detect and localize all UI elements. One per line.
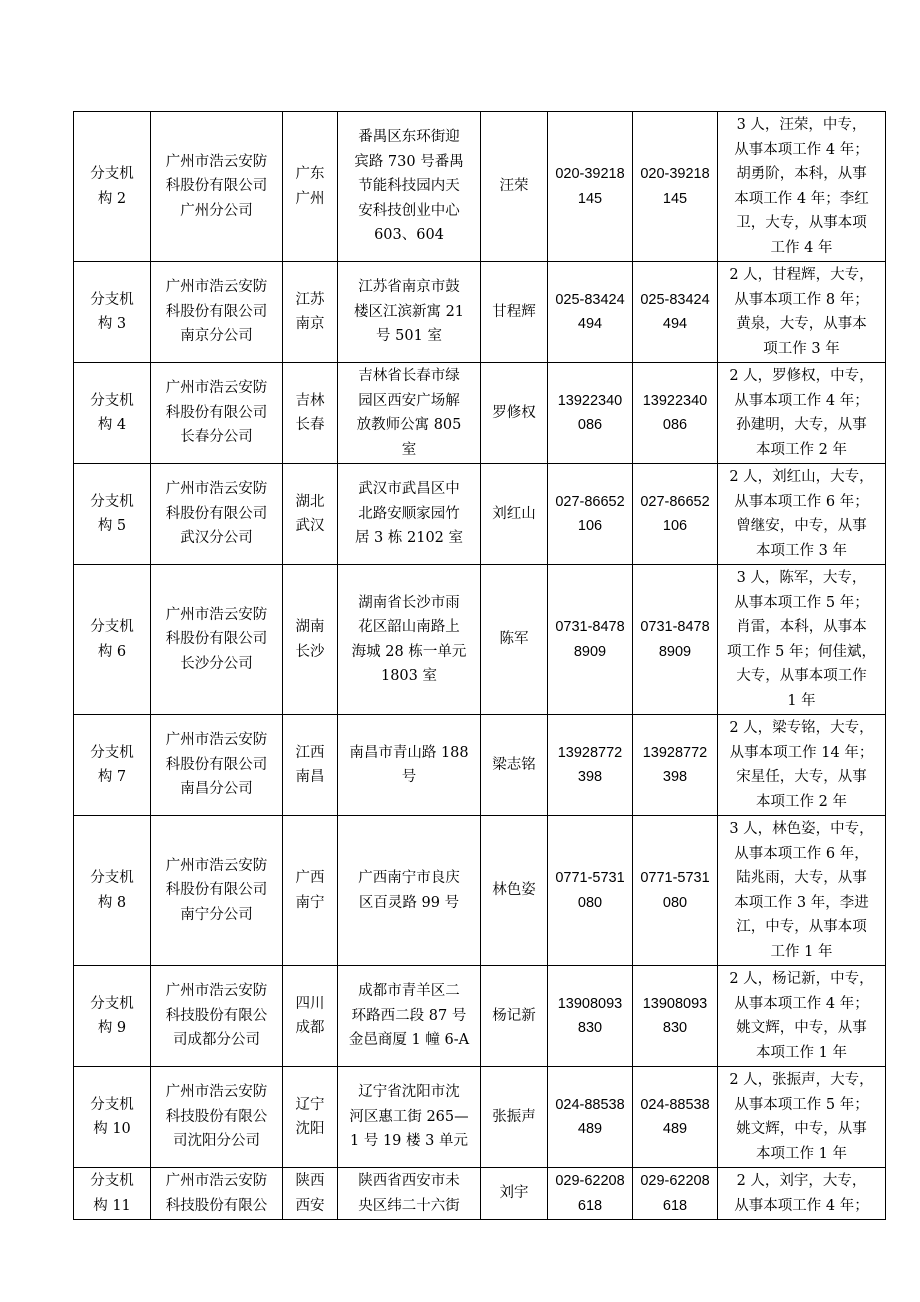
fax-cell: 13908093 830: [633, 966, 718, 1067]
company-name-cell: 广州市浩云安防 科技股份有限公 司沈阳分公司: [151, 1067, 283, 1168]
fax-cell: 020-39218 145: [633, 112, 718, 262]
table-row: [74, 966, 886, 1067]
region-cell: 吉林 长春: [283, 363, 338, 464]
region-cell: 湖南 长沙: [283, 565, 338, 715]
branch-type-cell: 分支机 构 3: [74, 262, 151, 363]
fax-cell: 025-83424 494: [633, 262, 718, 363]
address-cell: 陕西省西安市未 央区纬二十六街: [338, 1168, 481, 1220]
branch-type-cell: 分支机 构 9: [74, 966, 151, 1067]
staff-info-cell: 3 人，陈军，大专， 从事本项工作 5 年； 肖雷，本科，从事本 项工作 5 年；何佳斌， 大专，从事本项工作 1 年: [718, 565, 886, 715]
region-cell: 四川 成都: [283, 966, 338, 1067]
phone-cell: 13928772 398: [548, 715, 633, 816]
company-name-cell: 广州市浩云安防 科股份有限公司 武汉分公司: [151, 464, 283, 565]
table-row: [74, 112, 886, 262]
phone-cell: 020-39218 145: [548, 112, 633, 262]
address-cell: 武汉市武昌区中 北路安顺家园竹 居 3 栋 2102 室: [338, 464, 481, 565]
table-row: [74, 1168, 886, 1220]
fax-cell: 0731-8478 8909: [633, 565, 718, 715]
address-cell: 湖南省长沙市雨 花区韶山南路上 海城 28 栋一单元 1803 室: [338, 565, 481, 715]
contact-person-cell: 林色姿: [481, 816, 548, 966]
contact-person-cell: 甘程辉: [481, 262, 548, 363]
phone-cell: 027-86652 106: [548, 464, 633, 565]
staff-info-cell: 2 人，张振声，大专， 从事本项工作 5 年； 姚文辉，中专，从事 本项工作 1 年: [718, 1067, 886, 1168]
staff-info-cell: 3 人，汪荣，中专， 从事本项工作 4 年； 胡勇阶，本科，从事 本项工作 4 年；李红 卫，大专，从事本项 工作 4 年: [718, 112, 886, 262]
phone-cell: 025-83424 494: [548, 262, 633, 363]
staff-info-cell: 2 人，刘宇，大专， 从事本项工作 4 年；: [718, 1168, 886, 1220]
branch-type-cell: 分支机 构 8: [74, 816, 151, 966]
branch-type-cell: 分支机 构 4: [74, 363, 151, 464]
branch-type-cell: 分支机 构 11: [74, 1168, 151, 1220]
company-name-cell: 广州市浩云安防 科股份有限公司 南宁分公司: [151, 816, 283, 966]
branch-type-cell: 分支机 构 2: [74, 112, 151, 262]
fax-cell: 027-86652 106: [633, 464, 718, 565]
region-cell: 湖北 武汉: [283, 464, 338, 565]
staff-info-cell: 2 人，罗修权，中专， 从事本项工作 4 年； 孙建明，大专，从事 本项工作 2 年: [718, 363, 886, 464]
company-name-cell: 广州市浩云安防 科股份有限公司 长沙分公司: [151, 565, 283, 715]
address-cell: 番禺区东环街迎 宾路 730 号番禺 节能科技园内天 安科技创业中心 603、604: [338, 112, 481, 262]
fax-cell: 024-88538 489: [633, 1067, 718, 1168]
branch-table-body: [74, 112, 886, 1220]
branch-type-cell: 分支机 构 10: [74, 1067, 151, 1168]
region-cell: 辽宁 沈阳: [283, 1067, 338, 1168]
company-name-cell: 广州市浩云安防 科技股份有限公: [151, 1168, 283, 1220]
contact-person-cell: 张振声: [481, 1067, 548, 1168]
table-row: [74, 1067, 886, 1168]
phone-cell: 024-88538 489: [548, 1067, 633, 1168]
address-cell: 成都市青羊区二 环路西二段 87 号 金邑商厦 1 幢 6-A: [338, 966, 481, 1067]
region-cell: 广东 广州: [283, 112, 338, 262]
fax-cell: 0771-5731 080: [633, 816, 718, 966]
branch-type-cell: 分支机 构 7: [74, 715, 151, 816]
address-cell: 广西南宁市良庆 区百灵路 99 号: [338, 816, 481, 966]
region-cell: 江西 南昌: [283, 715, 338, 816]
address-cell: 江苏省南京市鼓 楼区江滨新寓 21 号 501 室: [338, 262, 481, 363]
company-name-cell: 广州市浩云安防 科股份有限公司 广州分公司: [151, 112, 283, 262]
table-row: [74, 262, 886, 363]
contact-person-cell: 杨记新: [481, 966, 548, 1067]
phone-cell: 0731-8478 8909: [548, 565, 633, 715]
staff-info-cell: 2 人，甘程辉，大专， 从事本项工作 8 年； 黄泉，大专，从事本 项工作 3 年: [718, 262, 886, 363]
staff-info-cell: 3 人，林色姿，中专， 从事本项工作 6 年， 陆兆雨，大专，从事 本项工作 3 年，李进 江，中专，从事本项 工作 1 年: [718, 816, 886, 966]
staff-info-cell: 2 人，梁专铭，大专， 从事本项工作 14 年； 宋星任，大专，从事 本项工作 2 年: [718, 715, 886, 816]
table-row: [74, 363, 886, 464]
branch-table: [73, 111, 886, 1220]
phone-cell: 13908093 830: [548, 966, 633, 1067]
contact-person-cell: 陈军: [481, 565, 548, 715]
phone-cell: 13922340 086: [548, 363, 633, 464]
staff-info-cell: 2 人，杨记新，中专， 从事本项工作 4 年； 姚文辉，中专，从事 本项工作 1 年: [718, 966, 886, 1067]
fax-cell: 13928772 398: [633, 715, 718, 816]
contact-person-cell: 罗修权: [481, 363, 548, 464]
company-name-cell: 广州市浩云安防 科股份有限公司 长春分公司: [151, 363, 283, 464]
company-name-cell: 广州市浩云安防 科技股份有限公 司成都分公司: [151, 966, 283, 1067]
company-name-cell: 广州市浩云安防 科股份有限公司 南京分公司: [151, 262, 283, 363]
phone-cell: 029-62208 618: [548, 1168, 633, 1220]
region-cell: 广西 南宁: [283, 816, 338, 966]
contact-person-cell: 梁志铭: [481, 715, 548, 816]
contact-person-cell: 刘宇: [481, 1168, 548, 1220]
address-cell: 辽宁省沈阳市沈 河区惠工街 265— 1 号 19 楼 3 单元: [338, 1067, 481, 1168]
table-row: [74, 565, 886, 715]
contact-person-cell: 汪荣: [481, 112, 548, 262]
company-name-cell: 广州市浩云安防 科股份有限公司 南昌分公司: [151, 715, 283, 816]
region-cell: 江苏 南京: [283, 262, 338, 363]
branch-type-cell: 分支机 构 6: [74, 565, 151, 715]
table-row: [74, 816, 886, 966]
region-cell: 陕西 西安: [283, 1168, 338, 1220]
fax-cell: 029-62208 618: [633, 1168, 718, 1220]
branch-type-cell: 分支机 构 5: [74, 464, 151, 565]
address-cell: 吉林省长春市绿 园区西安广场解 放教师公寓 805 室: [338, 363, 481, 464]
phone-cell: 0771-5731 080: [548, 816, 633, 966]
contact-person-cell: 刘红山: [481, 464, 548, 565]
address-cell: 南昌市青山路 188 号: [338, 715, 481, 816]
staff-info-cell: 2 人，刘红山，大专， 从事本项工作 6 年； 曾继安，中专，从事 本项工作 3 年: [718, 464, 886, 565]
table-row: [74, 464, 886, 565]
fax-cell: 13922340 086: [633, 363, 718, 464]
table-row: [74, 715, 886, 816]
